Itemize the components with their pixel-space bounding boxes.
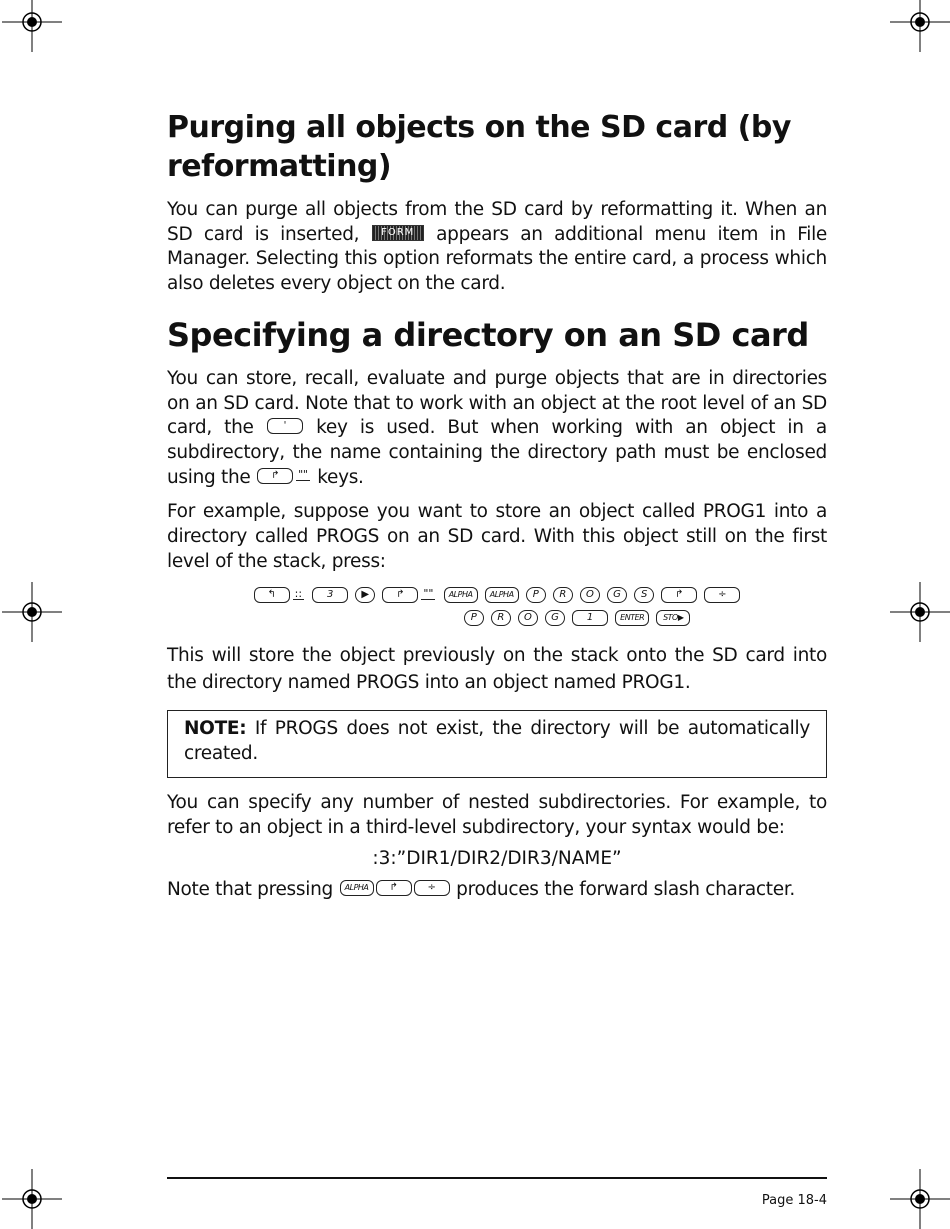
paragraph-result: This will store the object previously on the stack onto the SD card into the directory named PROGS into an object named PROG1. (167, 645, 827, 694)
g-key-icon: G (607, 587, 627, 603)
p-key-icon: P (526, 587, 546, 603)
note-box (167, 710, 827, 777)
registration-mark-mid-left (2, 582, 62, 642)
heading-purging: Purging all objects on the SD card (by reformatting) (167, 110, 791, 184)
keystroke-sequence-line-2 (167, 608, 827, 630)
registration-mark-bottom-left (2, 1169, 62, 1229)
footer-rule (167, 1177, 827, 1179)
enter-key-icon: ENTER (615, 610, 649, 626)
heading-specifying-directory: Specifying a directory on an SD card (167, 315, 809, 354)
colons-shift-label-icon: :: (294, 587, 303, 601)
quotes-shift-label-icon: "" (423, 587, 434, 601)
quotes-shift-label-icon: "" (298, 468, 308, 482)
paragraph-purging (167, 198, 827, 297)
r-key-icon: R (553, 587, 573, 603)
paragraph-example: For example, suppose you want to store an object called PROG1 into a directory called PROGS on an SD card. With this object still on the first level of the stack, press: (167, 501, 827, 572)
s-key-icon: S (634, 587, 654, 603)
keystroke-sequence-line-1 (167, 584, 827, 608)
registration-mark-top-right (890, 0, 950, 52)
paragraph-slash (167, 878, 827, 903)
note-label: NOTE: (184, 718, 247, 740)
paragraph-directories-part-c: keys. (317, 466, 364, 488)
registration-mark-mid-right (890, 582, 950, 642)
alpha-key-icon: ALPHA (340, 880, 374, 896)
paragraph-slash-start: Note that pressing (167, 879, 333, 901)
divide-key-icon: ÷ (414, 880, 450, 896)
three-key-icon: 3 (312, 587, 348, 603)
g-key-icon: G (545, 610, 565, 626)
paragraph-slash-end: produces the forward slash character. (456, 879, 796, 901)
o-key-icon: O (518, 610, 538, 626)
r-key-icon: R (491, 610, 511, 626)
one-key-icon: 1 (572, 610, 608, 626)
paragraph-directories (167, 367, 827, 491)
paragraph-purging-end: appears an additional menu item in File Manager. Selecting this option reformats the entire card, a process which also deletes every object on the card. (167, 223, 827, 295)
registration-mark-top-left (2, 0, 62, 52)
divide-key-icon: ÷ (704, 587, 740, 603)
paragraph-directories-part-a: You can store, recall, evaluate and purge objects that are in directories on an SD card. Note that to work with an object at the root level of an SD card, the (167, 367, 827, 439)
alpha-key-icon: ALPHA (485, 587, 519, 603)
paragraph-nested: You can specify any number of nested subdirectories. For example, to refer to an object in a third-level subdirectory, your syntax would be: (167, 791, 827, 838)
right-shift-key-icon: ↱ (376, 880, 412, 896)
registration-mark-bottom-right (890, 1169, 950, 1229)
right-shift-key-icon: ↱ (257, 468, 293, 484)
paragraph-purging-start: You can purge all objects from the SD card by reformatting it. When an SD card is inserted, (167, 199, 827, 245)
right-arrow-key-icon: ▶ (355, 587, 375, 603)
note-text: If PROGS does not exist, the directory will be automatically created. (184, 718, 810, 765)
right-shift-key-icon: ↱ (661, 587, 697, 603)
page-content (167, 108, 827, 903)
right-shift-key-icon: ↱ (382, 587, 418, 603)
left-shift-key-icon: ↰ (254, 587, 290, 603)
form-menu-key-icon: FORM (372, 225, 424, 241)
page-number: Page 18-4 (761, 1193, 827, 1208)
tick-key-icon: ' (267, 418, 303, 434)
alpha-key-icon: ALPHA (444, 587, 478, 603)
syntax-example: :3:”DIR1/DIR2/DIR3/NAME” (372, 848, 622, 870)
o-key-icon: O (580, 587, 600, 603)
paragraph-directories-part-b: key is used. But when working with an object in a subdirectory, the name containing the directory path must be enclosed using the (167, 417, 827, 488)
p-key-icon: P (464, 610, 484, 626)
sto-key-icon: STO▶ (656, 610, 690, 626)
